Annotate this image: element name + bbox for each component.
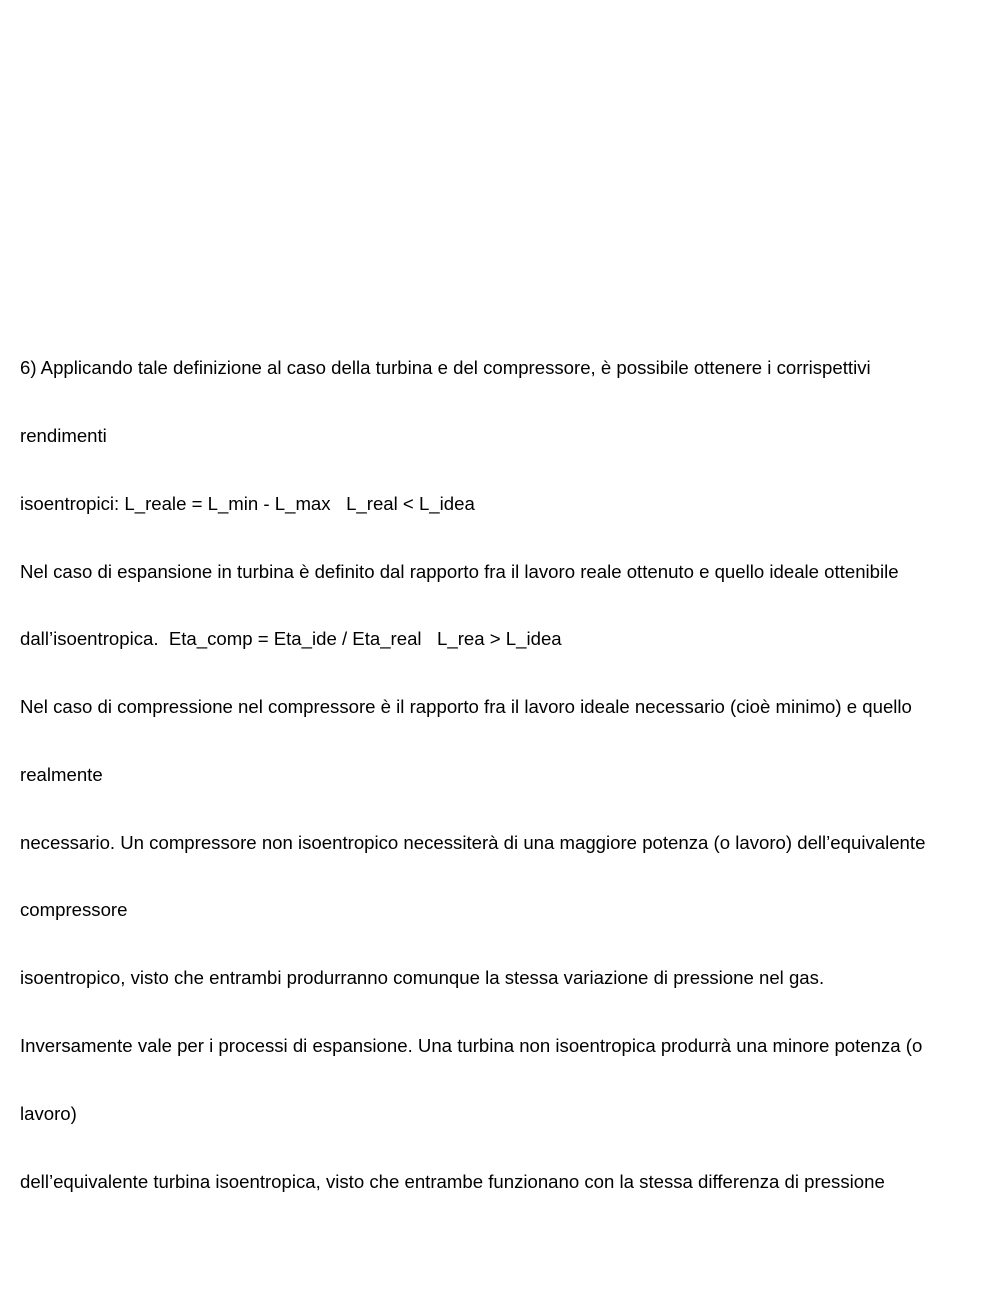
text-line: compressore [20,899,128,921]
text-line: Nel caso di espansione in turbina è definito dal rapporto fra il lavoro reale ottenuto e quello ideale ottenibile [20,560,899,582]
text-line: dall’isoentropica. Eta_comp = Eta_ide / Eta_real L_rea > L_idea [20,628,562,650]
text-line: isoentropico, visto che entrambi produrranno comunque la stessa variazione di pressione nel gas. [20,967,825,989]
text-line: rendimenti [20,424,107,446]
text-line: Nel caso di compressione nel compressore è il rapporto fra il lavoro ideale necessario (cioè minimo) e quello [20,696,912,718]
text-line: realmente [20,763,103,785]
text-line: isoentropici: L_reale = L_min - L_max L_real < L_idea [20,492,475,514]
text-line: Inversamente vale per i processi di espansione. Una turbina non isoentropica produrrà una minore potenza (o [20,1035,923,1056]
text-line: necessario. Un compressore non isoentropico necessiterà di una maggiore potenza (o lavoro) dell’equivalente [20,831,926,853]
text-line: 6) Applicando tale definizione al caso della turbina e del compressore, è possibile ottenere i corrispettivi [20,357,871,379]
body-text [20,312,985,1238]
text-line: dell’equivalente turbina isoentropica, visto che entrambe funzionano con la stessa differenza di pressione [20,1170,885,1192]
text-line: lavoro) [20,1102,77,1124]
